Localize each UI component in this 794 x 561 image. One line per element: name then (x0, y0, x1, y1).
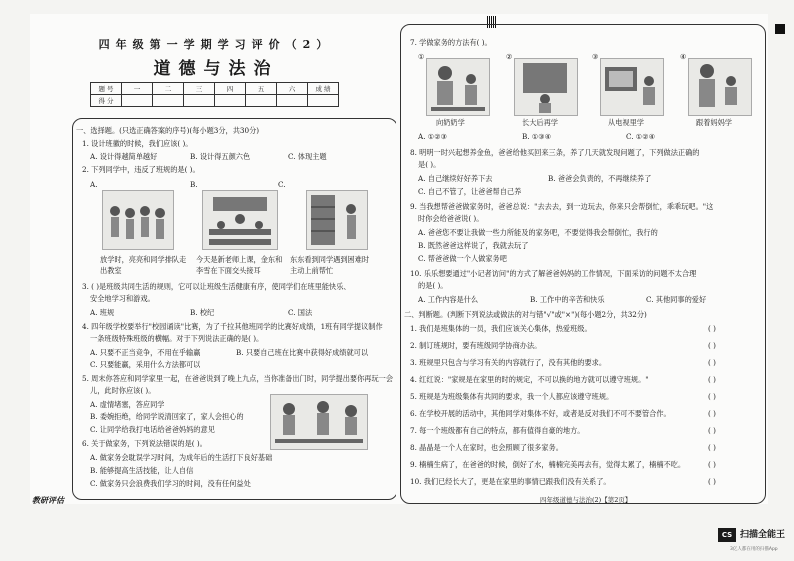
illustration-helping-classmate (306, 190, 368, 250)
watermark-slogan: 3亿人都在用的扫描App (730, 547, 778, 552)
answer-paren[interactable]: ( ) (708, 460, 716, 469)
grade-title: 四年级第一学期学习评价（2） (98, 38, 334, 51)
option: A. 爸爸您不要让我做一些力所能及的家务吧，不要觉得我会帮倒忙，我行的 (418, 228, 658, 237)
question-8: 8. 明明一时兴起想养金鱼，爸爸给他买回来三条，养了几天就发现问题了，下列做法正确的 (410, 148, 700, 157)
score-input[interactable] (215, 95, 246, 107)
caption: 主动上前帮忙 (290, 266, 334, 275)
camscanner-logo-icon: CS (718, 528, 736, 542)
left-page (30, 14, 402, 504)
score-cell: 一 (122, 83, 153, 95)
judge-item: 9. 楠楠生病了，在爸爸的时候，倒好了水，楠楠完美再去有，觉得太累了，楠楠不吃。 (410, 460, 686, 469)
question-3: 3. ( )是班级共同生活的规则，它可以让班级生活健康有序，使同学们在班里能快乐、 (82, 282, 351, 291)
caption: 今天是新老师上课，金东和 (196, 255, 283, 264)
score-input[interactable] (184, 95, 215, 107)
score-cell: 六 (277, 83, 308, 95)
option: B. 委婉拒绝，给同学说清回家了，家人会担心的 (90, 412, 244, 421)
score-value-row (91, 95, 339, 107)
score-cell: 成 绩 (308, 83, 339, 95)
judge-item: 6. 在学校开展的活动中，其他同学对集体不好，或者是反对我们不可不要管合作。 (410, 409, 671, 418)
option: B. 校纪 (190, 308, 215, 317)
option: A. 只要不正当竞争，不用在乎输赢 (90, 348, 201, 357)
judge-item: 3. 班规里只包含与学习有关的内容就行了，没有其他的要求。 (410, 358, 607, 367)
score-cell: 得 分 (91, 95, 122, 107)
option: A. 虚情堵塞，答应同学 (90, 400, 165, 409)
question-4-cont: 一条班级特殊班级的横幅。对于下列说法正确的是( )。 (90, 334, 264, 343)
question-9: 9. 当我想帮爸爸做家务时，爸爸总说："去去去，到一边玩去，你来只会帮倒忙，乖乖玩吧。"这 (410, 202, 714, 211)
answer-paren[interactable]: ( ) (708, 409, 716, 418)
answer-paren[interactable]: ( ) (708, 477, 716, 486)
registration-mark (775, 24, 785, 34)
answer-paren[interactable]: ( ) (708, 324, 716, 333)
score-input[interactable] (122, 95, 153, 107)
score-header-row (91, 83, 339, 95)
answer-paren[interactable]: ( ) (708, 426, 716, 435)
option: C. 其他同事的爱好 (646, 295, 707, 304)
option: A. 自己继续好好养下去 (418, 174, 493, 183)
image-number: ② (506, 52, 513, 61)
option: C. 国法 (288, 308, 313, 317)
image-number: ① (418, 52, 425, 61)
caption: 从电视里学 (608, 118, 644, 127)
illustration-learn-from-tv (600, 58, 664, 116)
answer-paren[interactable]: ( ) (708, 375, 716, 384)
illustration-children-playing (270, 394, 368, 450)
score-cell: 三 (184, 83, 215, 95)
score-input[interactable] (246, 95, 277, 107)
score-input[interactable] (277, 95, 308, 107)
score-input[interactable] (308, 95, 339, 107)
footer-left-label: 教研评估 (32, 495, 64, 505)
illustration-classroom-whisper (202, 190, 278, 250)
judge-item: 8. 晶晶是一个人在家时，也会照顾了很多家务。 (410, 443, 563, 452)
question-2: 2. 下列同学中，违反了班规的是( )。 (82, 165, 200, 174)
option: B. 工作中的辛苦和快乐 (530, 295, 605, 304)
option: C. 帮爸爸做一个人做家务吧 (418, 254, 507, 263)
option: C. 自己不管了，让爸爸帮自己养 (418, 187, 522, 196)
option: C. 让同学给我打电话给爸爸妈妈的意见 (90, 425, 215, 434)
question-9-cont: 时你会给爸爸说( )。 (418, 214, 484, 223)
caption: 出教室 (100, 266, 122, 275)
judge-item: 4. 红红说："家规是在家里的时的规定，不可以换的地方就可以遵守班规。" (410, 375, 649, 384)
illustration-learn-from-grandma (426, 58, 490, 116)
score-table (90, 82, 339, 107)
option: C. 做家务只会浪费我们学习的时间，没有任何益处 (90, 479, 251, 488)
score-cell: 二 (153, 83, 184, 95)
score-cell: 五 (246, 83, 277, 95)
question-4: 4. 四年级学校要举行"校园诵读"比赛，为了千拉其他班同学的比赛好成绩，1班有同学提议制作 (82, 322, 383, 331)
question-8-cont: 是( )。 (418, 160, 441, 169)
illustration-students-queue (102, 190, 174, 250)
watermark-app-name: 扫描全能王 (740, 530, 786, 540)
answer-paren[interactable]: ( ) (708, 443, 716, 452)
question-7: 7. 学做家务的方法有( )。 (410, 38, 492, 47)
option: A. ①②③ (418, 132, 448, 141)
section-title: 一、选择题。(只选正确答案的序号)(每小题3分，共30分) (76, 126, 260, 135)
judge-item: 5. 班规是为班级集体有共同的要求，我一个人都应该遵守班规。 (410, 392, 614, 401)
option: B. ①③④ (522, 132, 552, 141)
answer-paren[interactable]: ( ) (708, 358, 716, 367)
option: B. 设计得五颜六色 (190, 152, 251, 161)
option-label: C. (278, 180, 286, 189)
option: C. 体现主题 (288, 152, 327, 161)
image-number: ④ (680, 52, 687, 61)
option-label: B. (190, 180, 198, 189)
option: B. 只要自己班在比赛中获得好成绩就可以 (236, 348, 369, 357)
judge-item: 1. 我们是班集体的一员，我们应该关心集体，热爱班级。 (410, 324, 592, 333)
caption: 东东看到同学遇到困难时 (290, 255, 370, 264)
caption: 跟着妈妈学 (696, 118, 732, 127)
caption: 放学时，亮亮和同学排队走 (100, 255, 187, 264)
option: B. 能够提高生活技能，让人自信 (90, 466, 194, 475)
question-1: 1. 设计班徽的时候，我们应该( )。 (82, 139, 193, 148)
caption: 长大后再学 (522, 118, 558, 127)
option: B. 爸爸会负责的，不再继续养了 (548, 174, 652, 183)
question-5: 5. 周末你答应和同学家里一起，在爸爸说到了晚上九点，当你准备出门时，同学提出要你再玩一会 (82, 374, 394, 383)
option-label: A. (90, 180, 98, 189)
question-5-cont: 儿，此时你应该( )。 (90, 386, 156, 395)
score-cell: 四 (215, 83, 246, 95)
illustration-learn-from-mom (688, 58, 752, 116)
judge-item: 2. 制订班规时，要有班级同学协商办法。 (410, 341, 542, 350)
image-number: ③ (592, 52, 599, 61)
answer-paren[interactable]: ( ) (708, 341, 716, 350)
question-10: 10. 乐乐想要通过"小记者访问"的方式了解爸爸妈妈的工作情况，下面采访的问题不太合理 (410, 269, 697, 278)
footer-page-label: 四年级道德与法治(2)【第2页】 (540, 496, 632, 504)
option: A. 做家务会耽误学习时间，为成年后的生活打下良好基础 (90, 453, 273, 462)
option: C. 只要能赢，采用什么方法都可以 (90, 360, 201, 369)
illustration-learn-when-grown (514, 58, 578, 116)
option: A. 设计得越简单越好 (90, 152, 158, 161)
section-title: 二、判断题。(判断下列说法或做法的对与错"√"或"×")(每小题2分，共32分) (404, 310, 647, 319)
caption: 向奶奶学 (436, 118, 465, 127)
answer-paren[interactable]: ( ) (708, 392, 716, 401)
score-cell: 题 号 (91, 83, 122, 95)
option: A. 班规 (90, 308, 115, 317)
score-input[interactable] (153, 95, 184, 107)
judge-item: 7. 每一个班级都有自己的特点，都有值得自豪的地方。 (410, 426, 585, 435)
option: B. 既然爸爸这样说了，我就去玩了 (418, 241, 529, 250)
question-6: 6. 关于做家务，下列说法错误的是( )。 (82, 439, 207, 448)
subject-title: 道德与法治 (153, 59, 279, 79)
question-3-cont: 安全地学习和游戏。 (90, 294, 155, 303)
right-page (396, 14, 768, 504)
option: A. 工作内容是什么 (418, 295, 479, 304)
judge-item: 10. 我们已经长大了，更是在家里的事情已跟我们没有关系了。 (410, 477, 611, 486)
option: C. ①②④ (626, 132, 656, 141)
caption: 李雪在下面交头接耳 (196, 266, 261, 275)
question-10-cont: 的是( )。 (418, 281, 448, 290)
